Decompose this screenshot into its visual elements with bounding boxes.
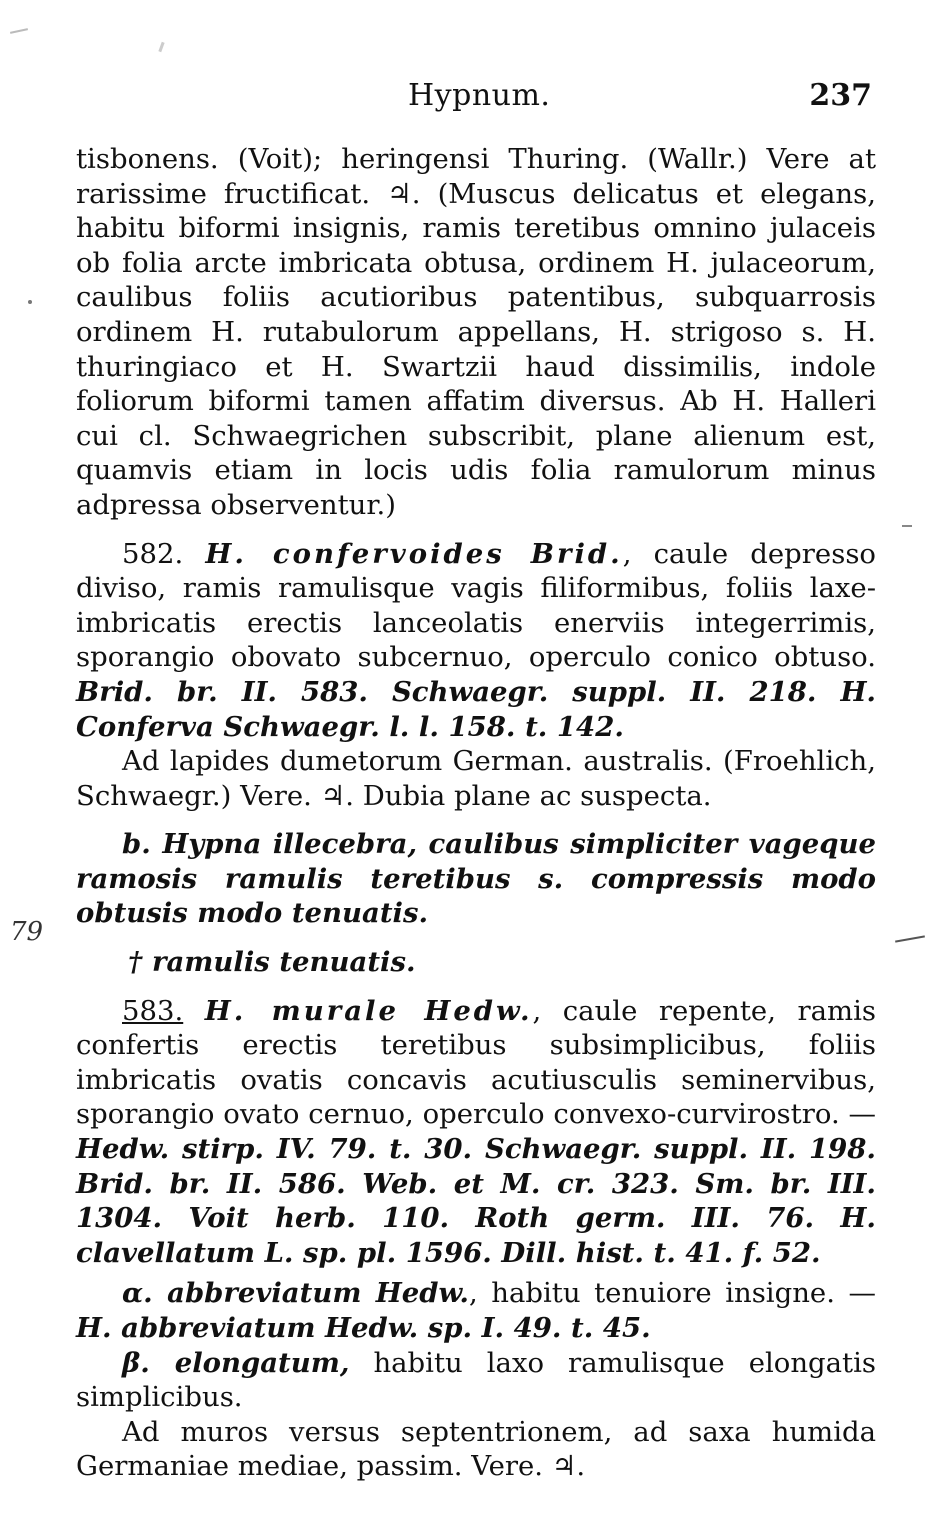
variety-description: habitu laxo ramulisque elongatis simplicibus. — [76, 1346, 876, 1414]
subsection-heading: ramulis tenuatis. — [151, 946, 416, 979]
variety-reference: H. abbreviatum Hedw. sp. I. 49. t. 45. — [76, 1312, 651, 1344]
species-name: H. confervoides Brid. — [205, 537, 623, 570]
species-entry-582 — [76, 537, 876, 745]
section-mark: b. — [122, 828, 151, 861]
variety-alpha — [76, 1276, 876, 1345]
species-description: , caule depresso diviso, ramis ramulisque vagis filiformibus, foliis laxe-imbricatis erectis lanceolatis enerviis integerrimis, sporangio obovato subcernuo, operculo conico obtuso. — [76, 537, 876, 674]
species-entry-583 — [76, 994, 876, 1271]
page-number: 237 — [809, 78, 872, 113]
section-b — [76, 827, 876, 931]
entry-number: 582. — [122, 537, 184, 570]
section-heading: Hypna illecebra, caulibus simpliciter vageque ramosis ramulis teretibus s. compressis modo obtusis modo tenuatis. — [76, 828, 876, 930]
species-references: Brid. br. II. 583. Schwaegr. suppl. II. 218. H. Conferva Schwaegr. l. l. 158. t. 142. — [76, 675, 876, 743]
page-body — [76, 142, 876, 1484]
habitat-paragraph: Ad lapides dumetorum German. australis. (Froehlich, Schwaegr.) Vere. ♃. Dubia plane ac suspecta. — [76, 745, 876, 812]
variety-name: β. elongatum, — [122, 1346, 350, 1379]
variety-description: , habitu tenuiore insigne. — — [469, 1277, 876, 1310]
page-speck — [10, 28, 28, 34]
margin-pencil-mark — [895, 935, 925, 942]
margin-annotation: 79 — [10, 917, 44, 947]
running-title: Hypnum. — [408, 78, 551, 113]
entry-number: 583. — [122, 994, 184, 1027]
page-speck — [902, 525, 912, 527]
species-references: Hedw. stirp. IV. 79. t. 30. Schwaegr. suppl. II. 198. Brid. br. II. 586. Web. et M. cr. 323. Sm. br. III. 1304. Voit herb. 110. Roth germ. III. 76. H. clavellatum L. sp. pl. 1596. Dill. hist. t. 41. f. 52. — [76, 1133, 876, 1269]
page-speck — [28, 300, 32, 304]
variety-name: α. abbreviatum Hedw. — [122, 1277, 469, 1310]
page-speck — [158, 42, 164, 52]
species-description: , caule repente, ramis confertis erectis teretibus subsimplicibus, foliis imbricatis ovatis concavis acutiusculis seminervibus, sporangio ovato cernuo, operculo convexo-curvirostro. — — [76, 994, 876, 1131]
dagger-mark: † — [128, 946, 143, 979]
running-header — [0, 78, 930, 118]
continuation-paragraph: tisbonens. (Voit); heringensi Thuring. (Wallr.) Vere at rarissime fructificat. ♃. (Muscus delicatus et elegans, habitu biformi insignis, ramis teretibus omnino julaceis ob folia arcte imbricata obtusa, ordinem H. julaceorum, caulibus foliis acutioribus patentibus, subquarrosis ordinem H. rutabulorum appellans, H. strigoso s. H. thuringiaco et H. Swartzii haud dissimilis, indole foliorum biformi tamen affatim diversus. Ab H. Halleri cui cl. Schwaegrichen subscribit, plane alienum est, quamvis etiam in locis udis folia ramulorum minus adpressa observentur.) — [76, 143, 876, 521]
subsection-cross — [76, 945, 876, 980]
species-name: H. murale Hedw. — [204, 994, 533, 1027]
habitat-paragraph: Ad muros versus septentrionem, ad saxa humida Germaniae mediae, passim. Vere. ♃. — [76, 1415, 876, 1483]
variety-beta — [76, 1346, 876, 1415]
